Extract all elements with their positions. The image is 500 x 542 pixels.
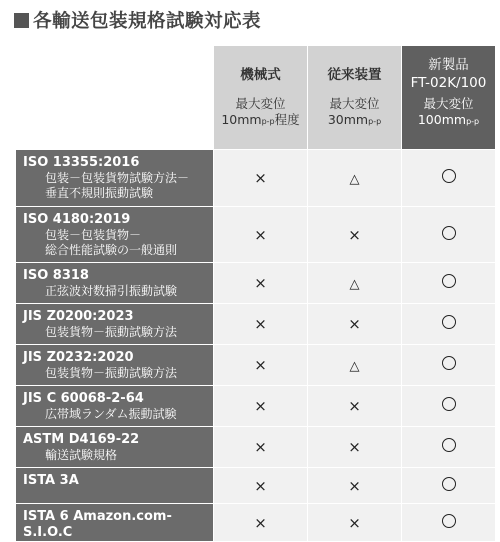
support-cell (308, 304, 402, 345)
column-header (308, 46, 402, 150)
circle-mark-icon (442, 397, 456, 411)
support-cell (402, 304, 496, 345)
table-row (16, 504, 496, 542)
standard-name: ISO 8318 (23, 268, 89, 283)
column-name-line: 機械式 (240, 67, 281, 83)
spec-subscript: p-p (466, 117, 480, 126)
table-row (16, 468, 496, 504)
description-line: 垂直不規則振動試験 (45, 186, 154, 200)
spec-value-line (214, 112, 307, 130)
cross-mark-icon: × (254, 225, 267, 244)
corner-cell (16, 46, 214, 150)
spec-value: 30mm (327, 112, 369, 127)
support-cell (214, 386, 308, 427)
cross-mark-icon: × (254, 476, 267, 495)
support-cell (214, 468, 308, 504)
cross-mark-icon: × (348, 225, 361, 244)
support-cell (308, 207, 402, 263)
table-row (16, 263, 496, 304)
row-header (16, 345, 214, 386)
column-header (214, 46, 308, 150)
support-cell (402, 468, 496, 504)
cross-mark-icon: × (348, 513, 361, 532)
standard-name: ASTM D4169-22 (23, 432, 140, 447)
description-line: 総合性能試験の一般通則 (45, 243, 178, 257)
support-cell (214, 304, 308, 345)
standard-description (23, 284, 213, 303)
support-cell (308, 468, 402, 504)
description-line: 包装貨物－振動試験方法 (45, 366, 178, 380)
triangle-mark-icon: △ (349, 277, 360, 292)
spec-value-line (308, 112, 401, 130)
support-cell (402, 345, 496, 386)
support-cell (402, 263, 496, 304)
row-header (16, 504, 214, 542)
column-spec (214, 96, 307, 144)
description-line: 輸送試験規格 (45, 448, 118, 462)
support-cell (214, 427, 308, 468)
standard-name: ISO 13355:2016 (23, 155, 140, 170)
cross-mark-icon: × (348, 315, 361, 333)
support-cell (308, 427, 402, 468)
column-name-line: FT-02K/100 (410, 75, 487, 91)
spec-label: 最大変位 (423, 96, 474, 111)
cross-mark-icon: × (254, 274, 267, 292)
table-row (16, 427, 496, 468)
circle-mark-icon (442, 438, 456, 452)
cross-mark-icon: × (254, 169, 267, 187)
circle-mark-icon (442, 169, 456, 183)
standard-name: ISTA 6 Amazon.com-S.I.O.C (23, 509, 172, 540)
spec-suffix: 程度 (274, 112, 300, 127)
standard-name: JIS Z0232:2020 (23, 350, 134, 365)
description-line: 包装－包装貨物－ (45, 228, 142, 242)
description-line: 包装貨物－振動試験方法 (45, 325, 178, 339)
cross-mark-icon: × (254, 356, 267, 374)
support-cell (214, 263, 308, 304)
cross-mark-icon: × (348, 397, 361, 415)
triangle-mark-icon: △ (349, 359, 360, 374)
standard-name: ISO 4180:2019 (23, 212, 131, 227)
column-name (402, 46, 495, 96)
circle-mark-icon (442, 226, 456, 240)
standard-description (23, 366, 213, 385)
spec-label: 最大変位 (235, 96, 286, 111)
row-header (16, 427, 214, 468)
cross-mark-icon: × (348, 476, 361, 495)
comparison-table (15, 45, 496, 542)
header-row (16, 46, 496, 150)
circle-mark-icon (442, 356, 456, 370)
spec-label: 最大変位 (329, 96, 380, 111)
standard-name: ISTA 3A (23, 473, 79, 488)
column-spec (308, 96, 401, 144)
standard-name: JIS C 60068-2-64 (23, 391, 144, 406)
title-text: 各輸送包装規格試験対応表 (33, 11, 262, 32)
title-square-icon (14, 13, 29, 28)
support-cell (214, 150, 308, 207)
description-line: 広帯域ランダム振動試験 (45, 407, 177, 421)
column-name-line: 従来装置 (327, 67, 382, 83)
column-name (308, 46, 401, 96)
row-header (16, 207, 214, 263)
column-name (214, 46, 307, 96)
circle-mark-icon (442, 477, 456, 491)
support-cell (402, 427, 496, 468)
spec-value: 100mm (417, 112, 467, 127)
page-title (14, 6, 261, 34)
standard-name: JIS Z0200:2023 (23, 309, 134, 324)
table-row (16, 304, 496, 345)
row-header (16, 304, 214, 345)
circle-mark-icon (442, 514, 456, 528)
support-cell (402, 504, 496, 542)
support-cell (308, 263, 402, 304)
circle-mark-icon (442, 274, 456, 288)
table-row (16, 345, 496, 386)
column-name-line: 新製品 (428, 57, 469, 73)
cross-mark-icon: × (254, 315, 267, 333)
cross-mark-icon: × (254, 513, 267, 532)
support-cell (308, 345, 402, 386)
table-row (16, 386, 496, 427)
spec-value-line (402, 112, 495, 130)
row-header (16, 150, 214, 207)
support-cell (308, 386, 402, 427)
table-row (16, 207, 496, 263)
row-header (16, 386, 214, 427)
standard-description (23, 228, 213, 262)
triangle-mark-icon: △ (349, 172, 360, 187)
cross-mark-icon: × (254, 397, 267, 415)
spec-subscript: p-p (368, 117, 382, 126)
support-cell (402, 207, 496, 263)
support-cell (214, 207, 308, 263)
support-cell (214, 504, 308, 542)
standard-description (23, 407, 213, 426)
support-cell (308, 150, 402, 207)
spec-value: 10mm (221, 112, 262, 127)
row-header (16, 263, 214, 304)
column-spec (402, 96, 495, 144)
support-cell (402, 386, 496, 427)
column-header (402, 46, 496, 150)
standard-description (23, 171, 213, 205)
cross-mark-icon: × (254, 438, 267, 456)
circle-mark-icon (442, 315, 456, 329)
table-row (16, 150, 496, 207)
support-cell (402, 150, 496, 207)
description-line: 正弦波対数掃引振動試験 (45, 284, 178, 298)
support-cell (214, 345, 308, 386)
spec-subscript: p-p (261, 117, 275, 126)
row-header (16, 468, 214, 504)
standard-description (23, 448, 213, 467)
standard-description (23, 325, 213, 344)
support-cell (308, 504, 402, 542)
description-line: 包装－包装貨物試験方法－ (45, 171, 190, 185)
cross-mark-icon: × (348, 438, 361, 456)
